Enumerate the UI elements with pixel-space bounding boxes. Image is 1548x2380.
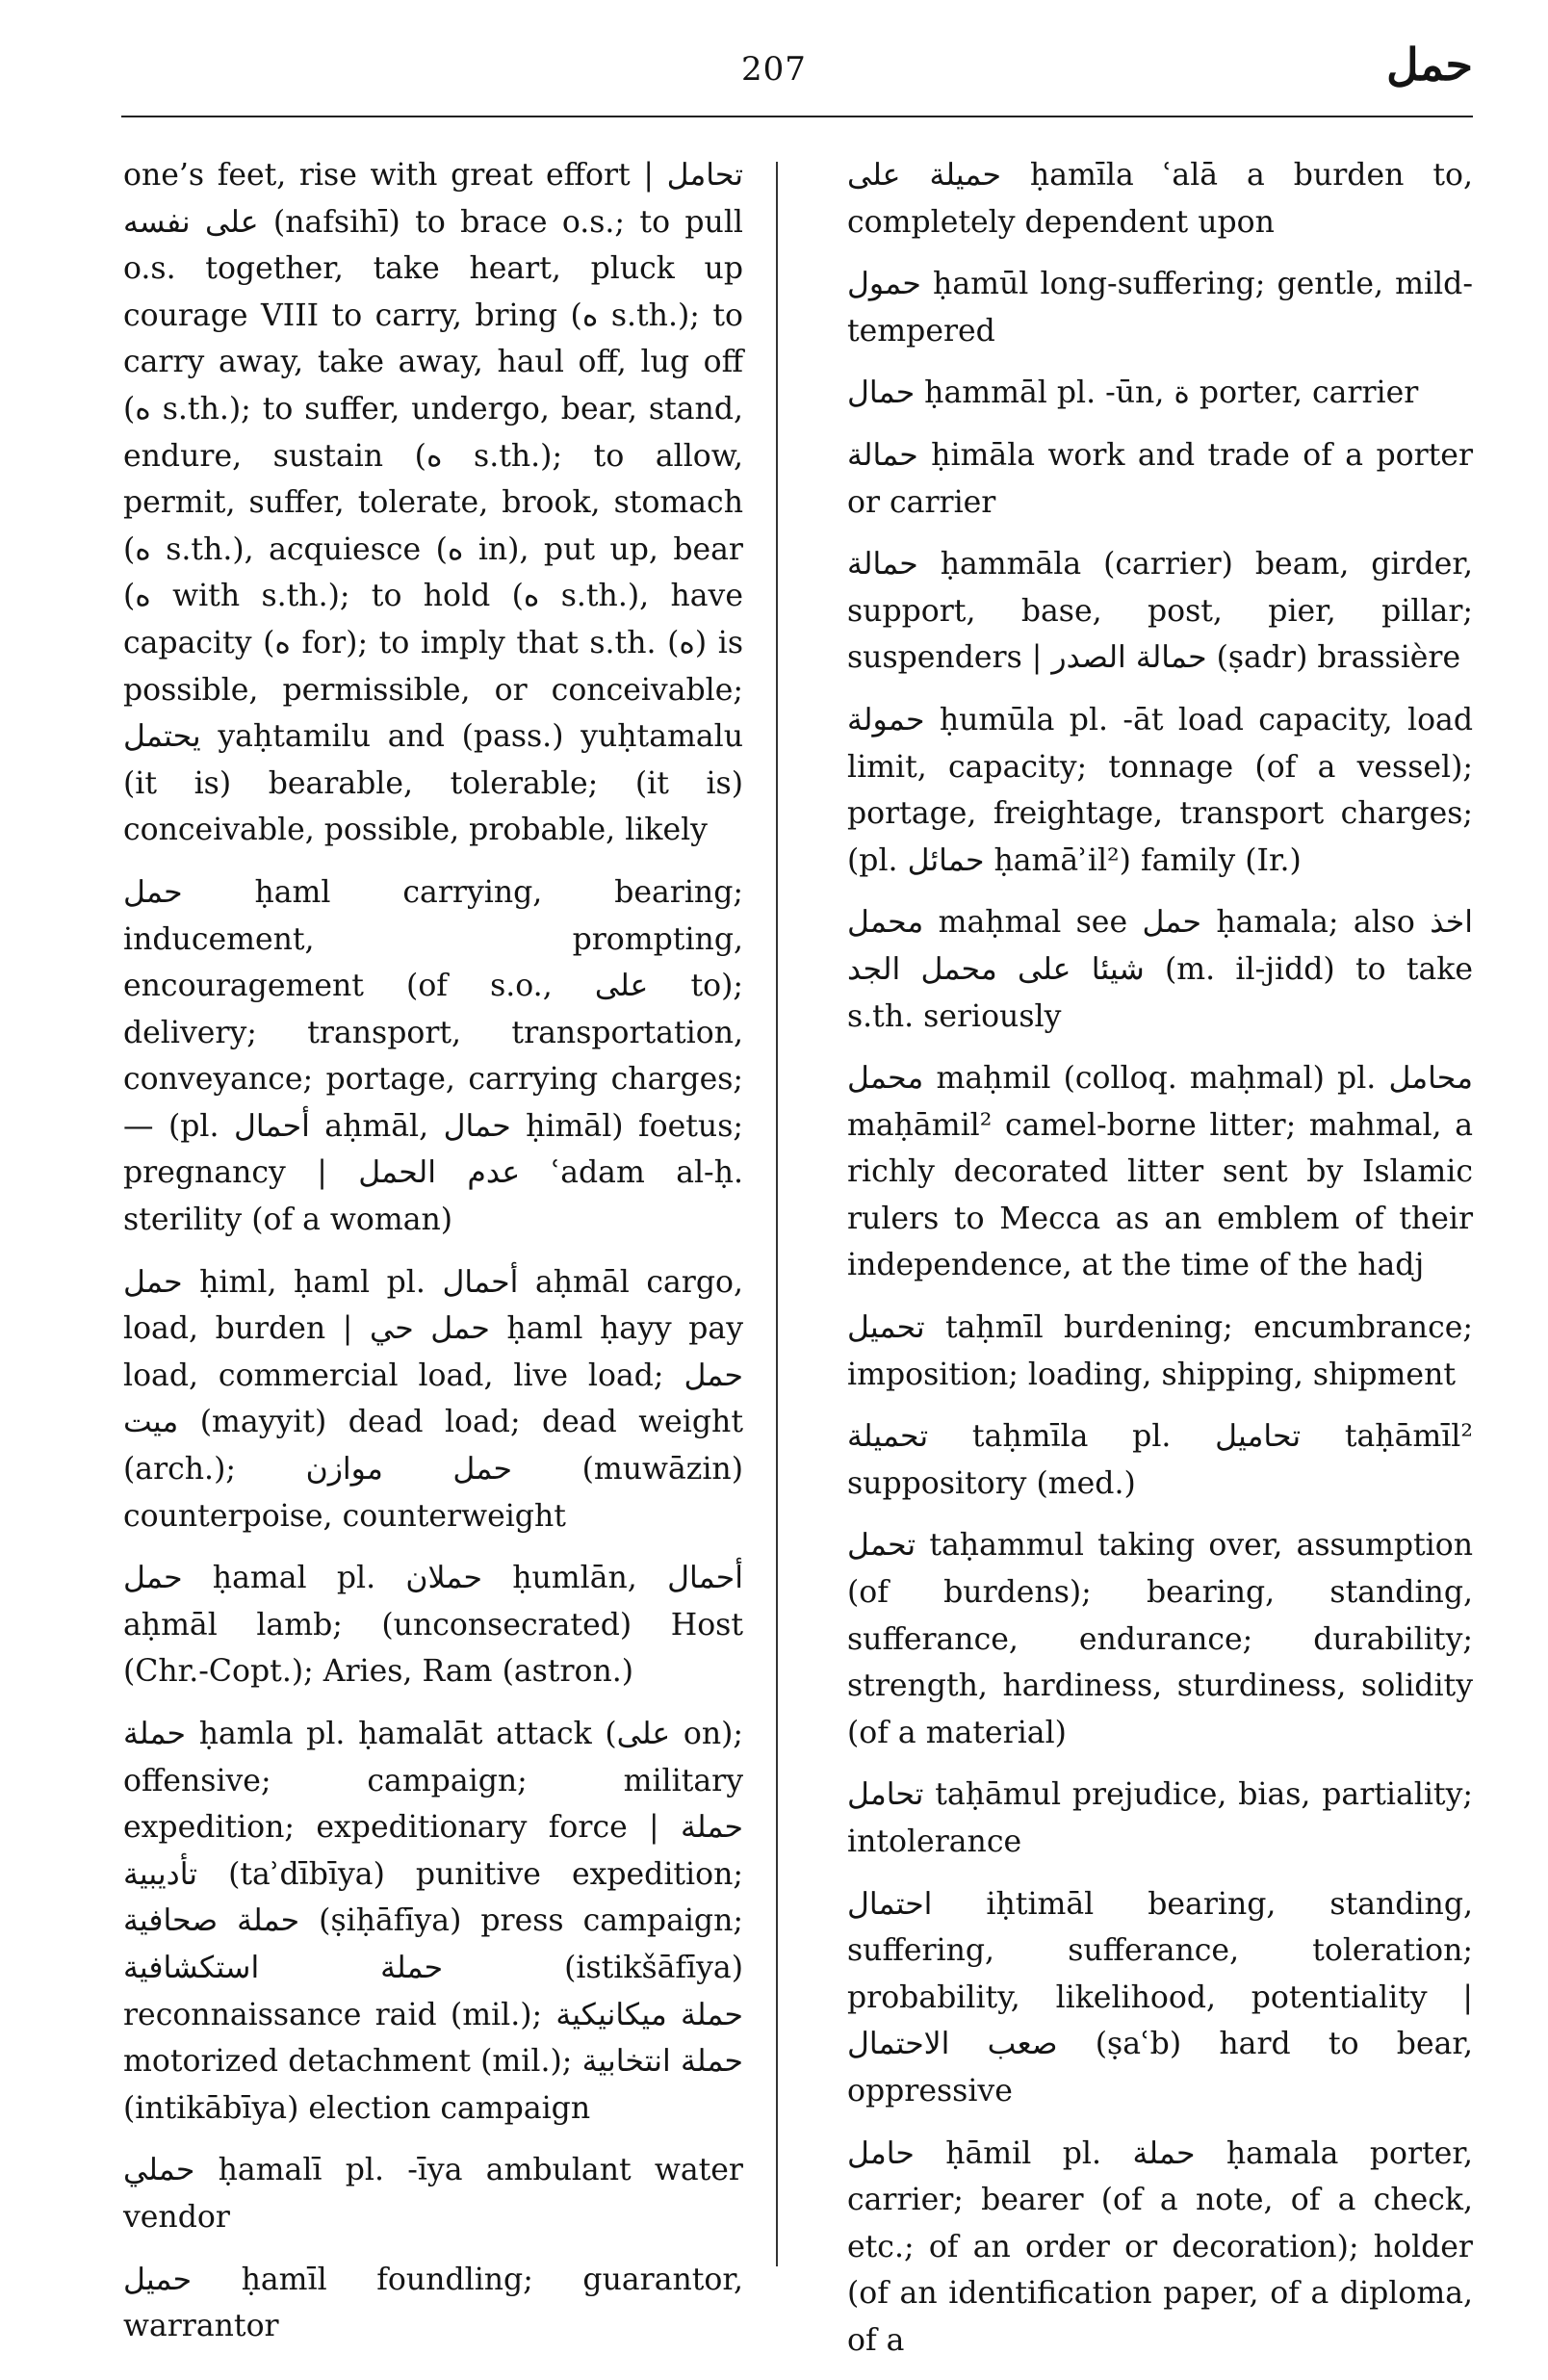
dictionary-entry: حمالة ḥammāla (carrier) beam, girder, support, base, post, pier, pillar; suspenders | حمالة الصدر (ṣadr) brassière — [847, 547, 1473, 676]
dictionary-entry: حملة ḥamla pl. ḥamalāt attack (على on); offensive; campaign; military expedition; expeditionary force | حملة تأديبية (taʾdībīya) punitive expedition; حملة صحافية (ṣiḥāfīya) press campaign; حملة استكشافية (istikšāfīya) reconnaissance raid (mil.); حملة ميكانيكية motorized detachment (mil.); حملة انتخابية (intikābīya) election campaign — [123, 1717, 744, 2126]
dictionary-entry: حامل ḥāmil pl. حملة ḥamala porter, carrier; bearer (of a note, of a check, etc.; of an order or decoration); holder (of an identification paper, of a diploma, of a — [847, 2135, 1473, 2358]
dictionary-entry: حمالة ḥimāla work and trade of a porter or carrier — [847, 437, 1473, 520]
running-head: حمل — [1386, 39, 1473, 91]
dictionary-entry: حملي ḥamalī pl. -īya ambulant water vendor — [123, 2153, 743, 2235]
dictionary-entry: تحامل taḥāmul prejudice, bias, partiality; intolerance — [847, 1777, 1473, 1859]
dictionary-entry: حمال ḥammāl pl. -ūn, ة porter, carrier — [847, 375, 1419, 411]
dictionary-entry: حمل ḥiml, ḥaml pl. أحمال aḥmāl cargo, load, burden | حمل حي ḥaml ḥayy pay load, commercial load, live load; حمل ميت (mayyit) dead load; dead weight (arch.); حمل موازن (muwāzin) counterpoise, counterweight — [123, 1264, 744, 1534]
dictionary-entry: حمول ḥamūl long-suffering; gentle, mild-tempered — [847, 267, 1473, 349]
column-divider — [776, 162, 778, 2266]
dictionary-entry: احتمال iḥtimāl bearing, standing, suffering, sufferance, toleration; probability, likelihood, potentiality | صعب الاحتمال (ṣaʿb) hard to bear, oppressive — [847, 1886, 1473, 2108]
dictionary-entry: تحميلة taḥmīla pl. تحاميل taḥāmīl² suppository (med.) — [847, 1419, 1473, 1501]
dictionary-entry: one’s feet, rise with great effort | تحامل على نفسه (nafsihī) to brace o.s.; to pull o.s. together, take heart, pluck up courage VIII to carry, bring (ه s.th.); to carry away, take away, haul off, lug off (ه s.th.); to suffer, undergo, bear, stand, endure, sustain (ه s.th.); to allow, permit, suffer, tolerate, brook, stomach (ه s.th.), acquiesce (ه in), put up, bear (ه with s.th.); to hold (ه s.th.), have capacity (ه for); to imply that s.th. (ه) is possible, permissible, or conceivable; يحتمل yaḥtamilu and (pass.) yuḥtamalu (it is) bearable, tolerable; (it is) conceivable, possible, probable, likely — [123, 158, 743, 848]
dictionary-entry: حمولة ḥumūla pl. -āt load capacity, load limit, capacity; tonnage (of a vessel); portage, freightage, transport charges; (pl. حمائل ḥamāʾil²) family (Ir.) — [847, 702, 1473, 878]
left-column — [123, 152, 743, 2366]
right-column — [847, 152, 1473, 2380]
dictionary-entry: تحميل taḥmīl burdening; encumbrance; imposition; loading, shipping, shipment — [847, 1310, 1473, 1392]
dictionary-entry: حميل ḥamīl foundling; guarantor, warrantor — [123, 2262, 743, 2344]
dictionary-entry: تحمل taḥammul taking over, assumption (of burdens); bearing, standing, sufferance, endurance; durability; strength, hardiness, sturdiness, solidity (of a material) — [847, 1528, 1473, 1750]
dictionary-entry: محمل maḥmal see حمل ḥamala; also اخذ شيئا على محمل الجد (m. il-jidd) to take s.th. seriously — [847, 905, 1473, 1034]
dictionary-entry: حمل ḥaml carrying, bearing; inducement, prompting, encouragement (of s.o., على to); delivery; transport, transportation, conveyance; portage, carrying charges; — (pl. أحمال aḥmāl, حمال ḥimāl) foetus; pregnancy | عدم الحمل ʿadam al-ḥ. sterility (of a woman) — [123, 874, 743, 1238]
dictionary-entry: حمل ḥamal pl. حملان ḥumlān, أحمال aḥmāl lamb; (unconsecrated) Host (Chr.-Copt.); Aries, Ram (astron.) — [123, 1561, 743, 1690]
page-number: 207 — [741, 50, 807, 89]
header-rule — [121, 116, 1473, 117]
dictionary-entry: محمل maḥmil (colloq. maḥmal) pl. محامل maḥāmil² camel-borne litter; mahmal, a richly decorated litter sent by Islamic rulers to Mecca as an emblem of their independence, at the time of the hadj — [847, 1061, 1473, 1283]
dictionary-entry: حميلة على ḥamīla ʿalā a burden to, completely dependent upon — [847, 158, 1473, 240]
